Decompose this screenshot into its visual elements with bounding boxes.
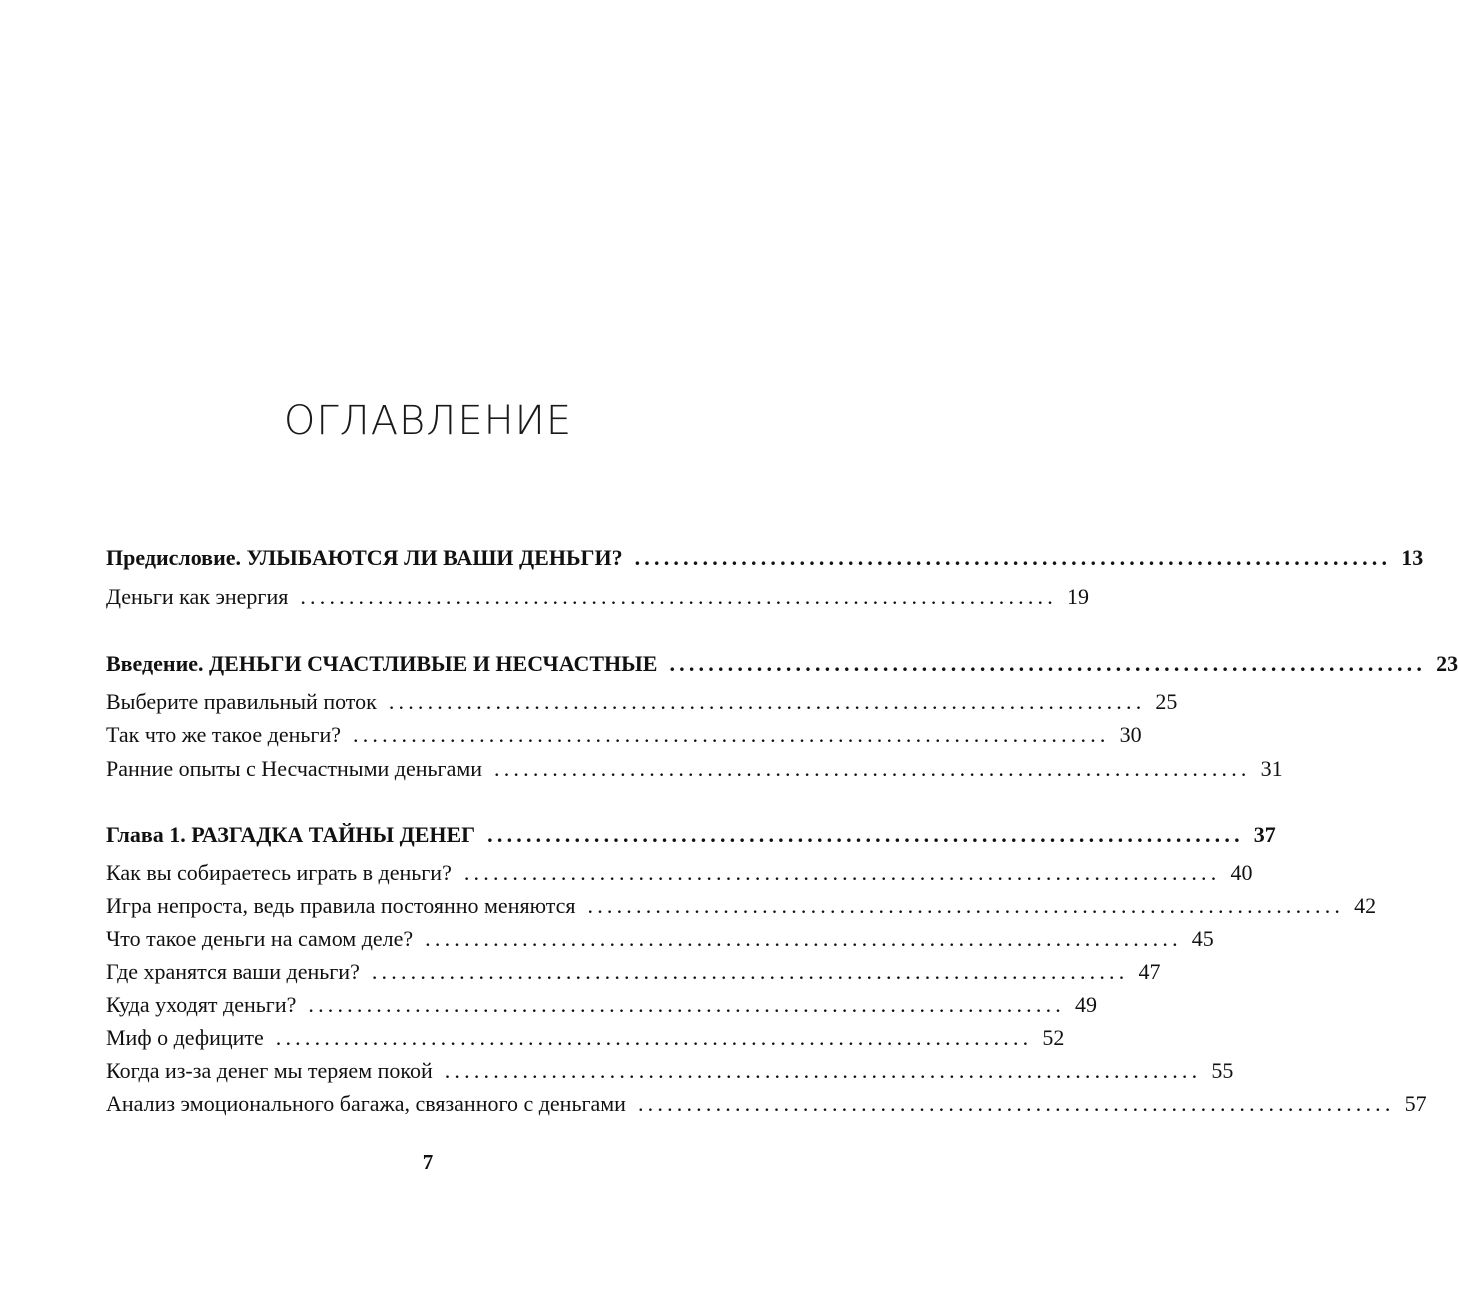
toc-entry-label: Выберите правильный поток (106, 689, 377, 714)
toc-entry-page: 42 (1354, 893, 1377, 918)
toc-entry (106, 957, 1161, 987)
toc-entry-page: 31 (1260, 756, 1283, 781)
toc-entry-label: Когда из-за денег мы теряем покой (106, 1058, 433, 1083)
toc-entry (106, 720, 1142, 750)
toc-entry-page: 55 (1211, 1058, 1234, 1083)
leader-dots: .............................................................................. (425, 926, 1182, 951)
toc-entry (106, 754, 1283, 784)
toc-entry-page: 40 (1230, 860, 1253, 885)
toc-entry-page: 45 (1191, 926, 1214, 951)
toc-entry (106, 924, 1214, 954)
leader-dots: .............................................................................. (637, 1091, 1395, 1116)
leader-dots: .............................................................................. (371, 959, 1129, 984)
toc-entry-preface (106, 543, 1424, 573)
toc-entry-page: 37 (1253, 822, 1276, 847)
leader-dots: .............................................................................. (308, 992, 1065, 1017)
toc-entry (106, 1056, 1234, 1086)
toc-entry-label: Так что же такое деньги? (106, 722, 341, 747)
toc-entry-label: Глава 1. РАЗГАДКА ТАЙНЫ ДЕНЕГ (106, 822, 476, 847)
toc-entry-page: 57 (1404, 1091, 1427, 1116)
toc-entry-page: 23 (1436, 651, 1458, 676)
toc-entry-introduction (106, 649, 1458, 679)
toc-entry (106, 858, 1253, 888)
toc-entry-page: 47 (1138, 959, 1161, 984)
toc-entry-page: 13 (1401, 545, 1424, 570)
leader-dots: .............................................................................. (669, 651, 1427, 676)
leader-dots: .............................................................................. (353, 722, 1110, 747)
toc-entry-label: Предисловие. УЛЫБАЮТСЯ ЛИ ВАШИ ДЕНЬГИ? (106, 545, 623, 570)
toc-entry-label: Ранние опыты с Несчастными деньгами (106, 756, 483, 781)
leader-dots: .............................................................................. (587, 893, 1345, 918)
leader-dots: .............................................................................. (275, 1025, 1033, 1050)
toc-entry (106, 687, 1178, 717)
toc-entry-label: Игра непроста, ведь правила постоянно меняются (106, 893, 576, 918)
toc-entry-label: Где хранятся ваши деньги? (106, 959, 360, 984)
page-number: 7 (422, 1150, 434, 1174)
toc-entry-label: Анализ эмоционального багажа, связанного с деньгами (106, 1091, 626, 1116)
toc-entry-page: 30 (1119, 722, 1142, 747)
toc-entry-page: 49 (1074, 992, 1097, 1017)
leader-dots: .............................................................................. (463, 860, 1221, 885)
leader-dots: .............................................................................. (300, 584, 1057, 609)
leader-dots: .............................................................................. (444, 1058, 1202, 1083)
toc-entry-label: Что такое деньги на самом деле? (106, 926, 414, 951)
toc-entry-chapter-1 (106, 820, 1276, 850)
leader-dots: .............................................................................. (487, 822, 1244, 847)
leader-dots: .............................................................................. (634, 545, 1392, 570)
leader-dots: .............................................................................. (388, 689, 1146, 714)
toc-entry-label: Деньги как энергия (106, 584, 289, 609)
toc-entry-label: Миф о дефиците (106, 1025, 264, 1050)
toc-entry-page: 52 (1042, 1025, 1065, 1050)
toc-entry-label: Куда уходят деньги? (106, 992, 297, 1017)
toc-entry-label: Как вы собираетесь играть в деньги? (106, 860, 452, 885)
toc-entry (106, 891, 1377, 921)
toc-entry-label: Введение. ДЕНЬГИ СЧАСТЛИВЫЕ И НЕСЧАСТНЫЕ (106, 651, 658, 676)
leader-dots: .............................................................................. (494, 756, 1251, 781)
toc-entry-page: 19 (1066, 584, 1089, 609)
page-title: ОГЛАВЛЕНИЕ (283, 398, 573, 444)
toc-entry (106, 1089, 1427, 1119)
toc-entry (106, 990, 1097, 1020)
toc-entry (106, 1023, 1065, 1053)
toc-entry (106, 582, 1089, 612)
toc-entry-page: 25 (1155, 689, 1178, 714)
